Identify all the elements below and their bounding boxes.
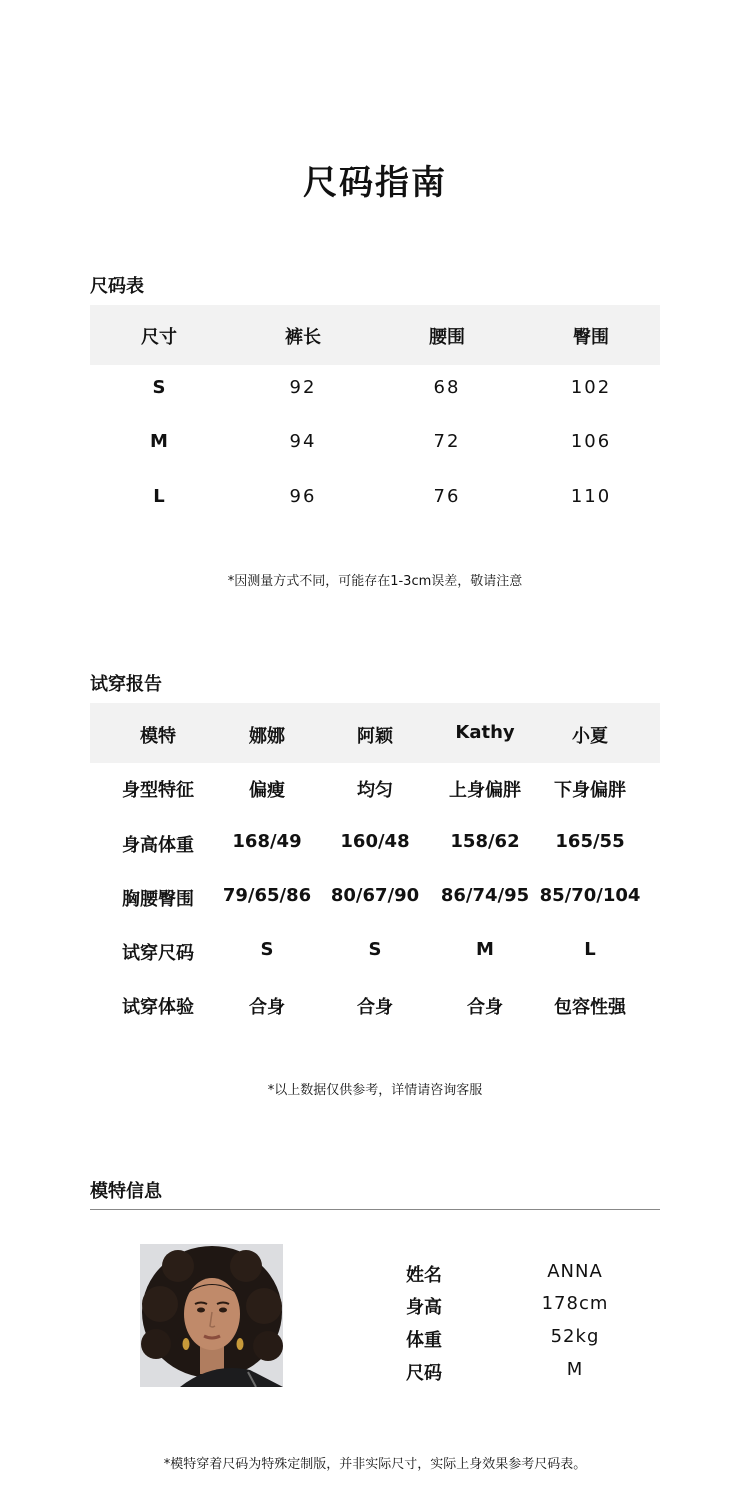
- page-title: 尺码指南: [303, 163, 447, 203]
- fit-header-cell: 娜娜: [249, 726, 285, 747]
- fit-cell: 80/67/90: [330, 885, 420, 906]
- model-field-value: 178cm: [541, 1293, 609, 1314]
- fit-cell: 合身: [357, 997, 393, 1018]
- model-field-value: ANNA: [547, 1261, 603, 1282]
- model-field-value: 52kg: [550, 1326, 600, 1347]
- fit-report-note: *以上数据仅供参考，详情请咨询客服: [267, 1083, 483, 1098]
- model-info-divider: [90, 1209, 660, 1210]
- fit-row-label: 身型特征: [122, 780, 194, 801]
- model-field-label: 姓名: [406, 1265, 442, 1286]
- model-field-label: 身高: [406, 1297, 442, 1318]
- size-cell: 102: [570, 377, 612, 398]
- fit-cell: 均匀: [357, 780, 393, 801]
- fit-header-cell: 模特: [140, 726, 176, 747]
- fit-cell: 79/65/86: [222, 885, 312, 906]
- fit-cell: 165/55: [555, 831, 625, 852]
- fit-cell: 上身偏胖: [449, 780, 521, 801]
- fit-cell: 168/49: [232, 831, 302, 852]
- model-photo: [140, 1244, 283, 1387]
- fit-header-cell: Kathy: [455, 722, 515, 743]
- fit-cell: 包容性强: [554, 997, 626, 1018]
- size-cell: L: [153, 486, 165, 507]
- fit-cell: 合身: [467, 997, 503, 1018]
- fit-cell: 86/74/95: [440, 885, 530, 906]
- fit-cell: S: [368, 939, 382, 960]
- size-cell: S: [152, 377, 166, 398]
- fit-row-label: 身高体重: [122, 835, 194, 856]
- size-chart-note: *因测量方式不同，可能存在1-3cm误差，敬请注意: [227, 574, 523, 589]
- size-cell: 96: [289, 486, 317, 507]
- size-header-cell: 腰围: [429, 327, 465, 348]
- footer-note: *模特穿着尺码为特殊定制版，并非实际尺寸，实际上身效果参考尺码表。: [163, 1457, 587, 1472]
- fit-cell: 158/62: [450, 831, 520, 852]
- fit-row-label: 试穿尺码: [122, 943, 194, 964]
- size-cell: 94: [289, 431, 317, 452]
- fit-cell: L: [584, 939, 596, 960]
- model-field-label: 体重: [406, 1330, 442, 1351]
- fit-report-title: 试穿报告: [90, 674, 162, 695]
- size-cell: 110: [570, 486, 612, 507]
- fit-cell: 偏瘦: [249, 780, 285, 801]
- fit-header-cell: 小夏: [572, 726, 608, 747]
- model-field-label: 尺码: [406, 1363, 442, 1384]
- fit-cell: 85/70/104: [539, 885, 641, 906]
- size-header-cell: 裤长: [285, 327, 321, 348]
- size-cell: 68: [433, 377, 461, 398]
- fit-cell: 下身偏胖: [554, 780, 626, 801]
- size-header-cell: 臀围: [573, 327, 609, 348]
- size-cell: 92: [289, 377, 317, 398]
- fit-cell: S: [260, 939, 274, 960]
- size-cell: 76: [433, 486, 461, 507]
- model-info-title: 模特信息: [90, 1181, 162, 1202]
- size-chart-title: 尺码表: [90, 276, 144, 297]
- fit-header-cell: 阿颖: [357, 726, 393, 747]
- model-field-value: M: [566, 1359, 584, 1380]
- fit-cell: M: [476, 939, 494, 960]
- size-cell: 106: [570, 431, 612, 452]
- size-cell: 72: [433, 431, 461, 452]
- fit-row-label: 胸腰臀围: [122, 889, 194, 910]
- fit-row-label: 试穿体验: [122, 997, 194, 1018]
- size-header-cell: 尺寸: [141, 327, 177, 348]
- fit-cell: 合身: [249, 997, 285, 1018]
- fit-cell: 160/48: [340, 831, 410, 852]
- size-cell: M: [150, 431, 168, 452]
